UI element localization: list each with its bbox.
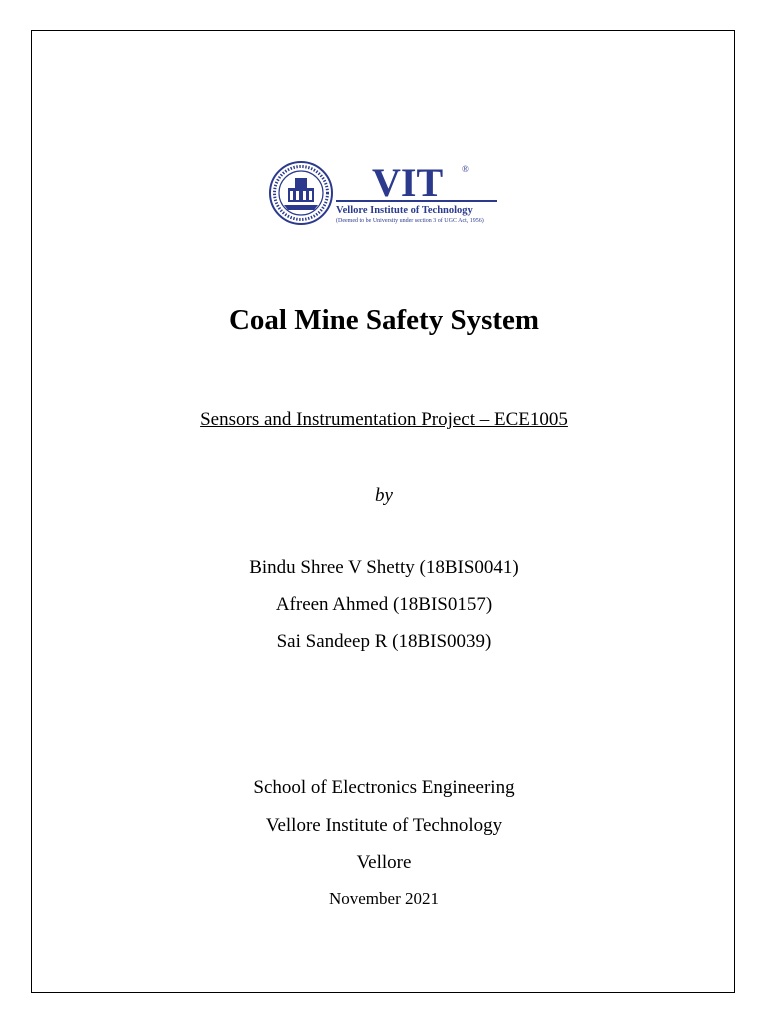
vit-logo: [268, 158, 500, 228]
course-subtitle: Sensors and Instrumentation Project – ECE1005: [200, 409, 568, 430]
vit-wordmark: VIT: [372, 160, 444, 205]
university-name: Vellore Institute of Technology: [265, 815, 503, 836]
vit-full-name: Vellore Institute of Technology: [336, 205, 473, 216]
author-3: Sai Sandeep R (18BIS0039): [276, 631, 492, 652]
author-2: Afreen Ahmed (18BIS0157): [275, 594, 493, 615]
city-name: Vellore: [356, 852, 412, 873]
document-title: Coal Mine Safety System: [228, 304, 540, 336]
author-1: Bindu Shree V Shetty (18BIS0041): [249, 557, 519, 578]
vit-emblem-icon: [270, 162, 332, 224]
by-label: by: [375, 485, 393, 506]
vit-tagline: (Deemed to be University under section 3 of UGC Act, 1956): [336, 218, 484, 224]
submission-date: November 2021: [328, 889, 439, 908]
school-name: School of Electronics Engineering: [253, 777, 515, 798]
registered-mark: ®: [462, 164, 469, 174]
